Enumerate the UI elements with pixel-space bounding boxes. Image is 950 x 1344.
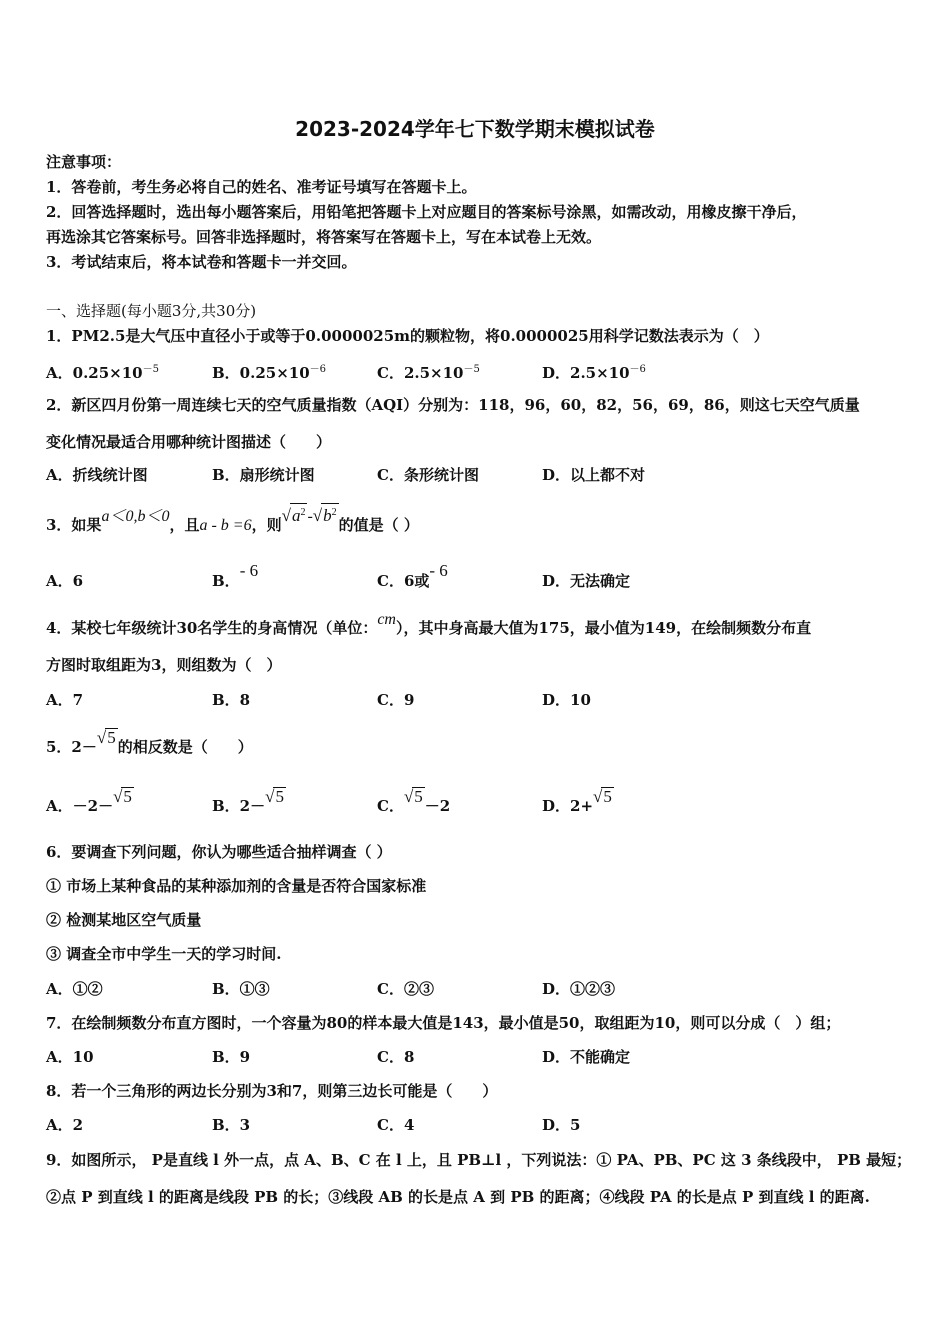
- question-6-option-d: D．①②③: [542, 980, 616, 998]
- question-1-option-a: A．$0.25\times 10^{-5}$: [46, 364, 159, 382]
- question-4-option-a: A．7: [46, 691, 84, 709]
- question-8-option-b: B．3: [212, 1116, 251, 1134]
- question-1-option-d: D．$2.5\times 10^{-6}$: [542, 364, 646, 382]
- question-9-stem: ②点 P 到直线 l 的距离是线段 PB 的长；③线段 AB 的长是点 A 到 PB 的距离；④线段 PA 的长是点 P 到直线 l 的距离.: [46, 1188, 870, 1206]
- question-6-item: ③ 调查全市中学生一天的学习时间.: [46, 945, 282, 963]
- question-4-stem: 方图时取组距为3，则组数为（ ）: [46, 656, 282, 674]
- notice-heading: 注意事项：: [46, 153, 122, 171]
- question-8-option-a: A．2: [46, 1116, 84, 1134]
- question-8-option-d: D．5: [542, 1116, 581, 1134]
- question-3-option-b: B．- 6: [212, 561, 259, 590]
- question-1-stem: 1．PM2.5是大气压中直径小于或等于0.0000025m的颗粒物，将0.0000025用科学记数法表示为（ ）: [46, 327, 769, 345]
- sqrt-b-squared: $√b^2$: [313, 503, 339, 525]
- question-1-option-c: C．$2.5\times 10^{-5}$: [377, 364, 480, 382]
- question-5-option-b: B．2－√5: [212, 787, 284, 815]
- question-4-option-b: B．8: [212, 691, 251, 709]
- math-condition: a＜0,b＜0: [101, 508, 170, 525]
- page-title: 2023-2024学年七下数学期末模拟试卷: [295, 117, 655, 141]
- question-5-option-c: C．√5 －2: [377, 787, 451, 815]
- question-6-option-b: B．①③: [212, 980, 270, 998]
- notice-item: 再选涂其它答案标号。回答非选择题时，将答案写在答题卡上，写在本试卷上无效。: [46, 228, 602, 246]
- section-heading: 一、选择题(每小题3分,共30分): [46, 302, 257, 320]
- question-2-stem: 变化情况最适合用哪种统计图描述（ ）: [46, 433, 332, 451]
- question-6-item: ② 检测某地区空气质量: [46, 911, 202, 929]
- question-4-option-d: D．10: [542, 691, 591, 709]
- question-2-option-b: B．扇形统计图: [212, 466, 315, 484]
- question-3-option-d: D．无法确定: [542, 572, 631, 590]
- question-5-stem: 5．2－√5 的相反数是（ ）: [46, 728, 253, 756]
- question-4-stem: 4．某校七年级统计30名学生的身高情况（单位：cm），其中身高最大值为175，最小值为149，在绘制频数分布直: [46, 611, 812, 637]
- unit-cm: cm: [377, 611, 396, 628]
- question-6-option-c: C．②③: [377, 980, 434, 998]
- question-2-stem: 2．新区四月份第一周连续七天的空气质量指数（AQI）分别为：118，96，60，82，56，69，86，则这七天空气质量: [46, 396, 860, 414]
- question-6-stem: 6．要调查下列问题，你认为哪些适合抽样调查（ ）: [46, 843, 392, 861]
- notice-item: 3．考试结束后，将本试卷和答题卡一并交回。: [46, 253, 357, 271]
- question-6-item: ① 市场上某种食品的某种添加剂的含量是否符合国家标准: [46, 877, 427, 895]
- question-3-stem: 3．如果a＜0,b＜0，且a - b =6，则$√a^2$ $-√b^2$的值是（ ）: [46, 512, 419, 535]
- question-3-option-a: A．6: [46, 572, 84, 590]
- question-4-option-c: C．9: [377, 691, 415, 709]
- question-2-option-d: D．以上都不对: [542, 466, 646, 484]
- question-2-option-a: A．折线统计图: [46, 466, 148, 484]
- question-2-option-c: C．条形统计图: [377, 466, 479, 484]
- sqrt-a-squared: $√a^2$: [282, 503, 308, 525]
- question-7-stem: 7．在绘制频数分布直方图时，一个容量为80的样本最大值是143，最小值是50，取组距为10，则可以分成（ ）组；: [46, 1014, 841, 1032]
- notice-item: 2．回答选择题时，选出每小题答案后，用铅笔把答题卡上对应题目的答案标号涂黑，如需改动，用橡皮擦干净后，: [46, 203, 807, 221]
- question-8-stem: 8．若一个三角形的两边长分别为3和7，则第三边长可能是（ ）: [46, 1082, 498, 1100]
- question-5-option-a: A．－2－√5: [46, 787, 132, 815]
- math-equation: a - b =6: [199, 517, 252, 534]
- question-7-option-d: D．不能确定: [542, 1048, 631, 1066]
- question-1-option-b: B．$0.25\times 10^{-6}$: [212, 364, 327, 382]
- question-8-option-c: C．4: [377, 1116, 415, 1134]
- sqrt-5: √5: [96, 728, 116, 747]
- notice-item: 1．答卷前，考生务必将自己的姓名、准考证号填写在答题卡上。: [46, 178, 477, 196]
- question-7-option-c: C．8: [377, 1048, 415, 1066]
- question-7-option-a: A．10: [46, 1048, 94, 1066]
- question-9-stem: 9．如图所示， P是直线 l 外一点，点 A、B、C 在 l 上，且 PB⊥l ，下列说法：① PA、PB、PC 这 3 条线段中， PB 最短；: [46, 1151, 912, 1169]
- question-7-option-b: B．9: [212, 1048, 251, 1066]
- question-5-option-d: D．2+√5: [542, 787, 612, 815]
- question-6-option-a: A．①②: [46, 980, 103, 998]
- question-3-option-c: C．6或- 6: [377, 561, 448, 590]
